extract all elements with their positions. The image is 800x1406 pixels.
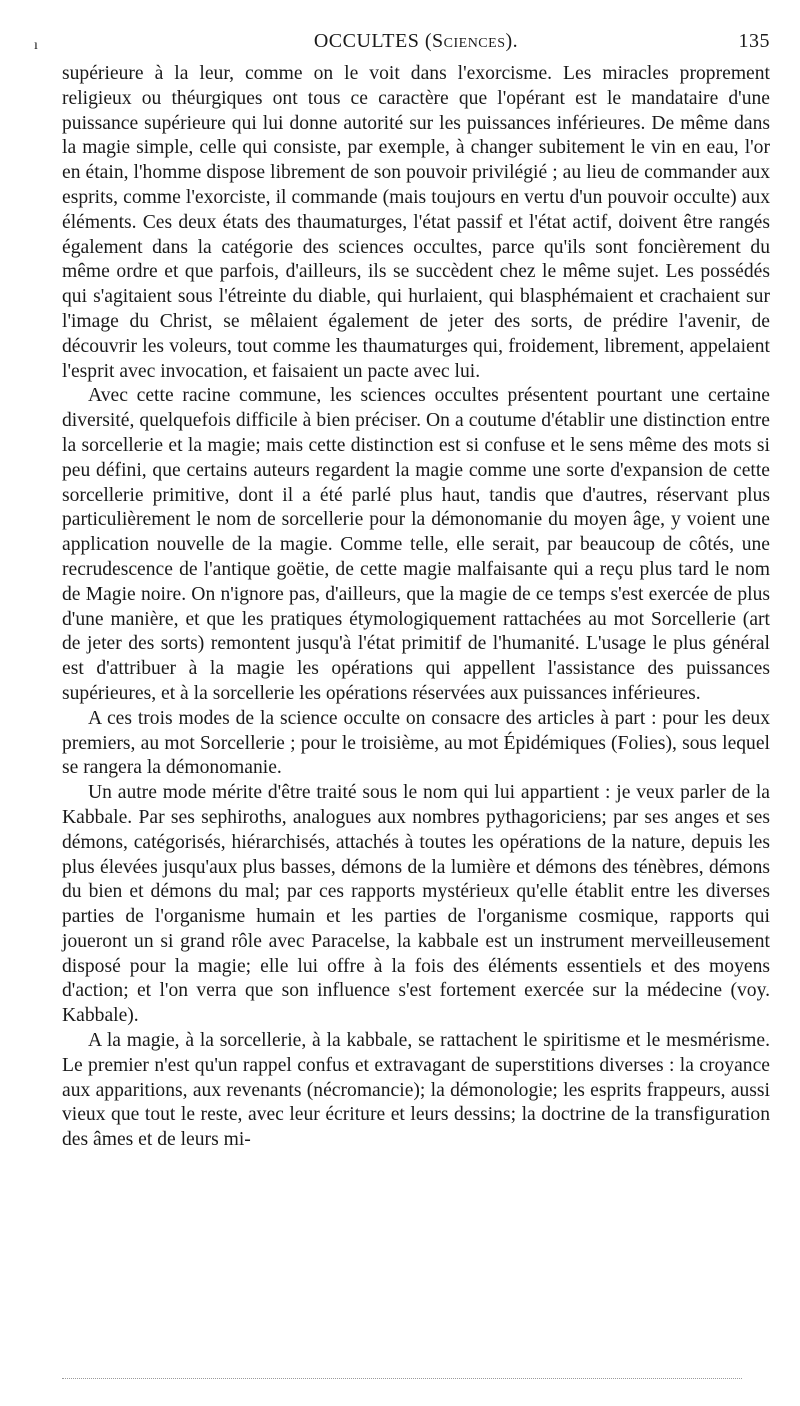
running-header bbox=[34, 28, 770, 62]
paragraph-2: Avec cette racine commune, les sciences occultes présentent pourtant une certaine diversité, quelquefois difficile à bien préciser. On a coutume d'établir une distinction entre la sorcellerie et la magie; mais cette distinction est si confuse et le sens même des mots si peu défini, que certains auteurs regardent la magie comme une sorte d'expansion de cette sorcellerie primitive, dont il a été parlé plus haut, tandis que d'autres, réservant plus particulièrement le nom de sorcellerie pour la démonomanie du moyen âge, y voient une application nouvelle de la magie. Comme telle, elle serait, par beaucoup de côtés, une recrudescence de l'antique goëtie, de cette magie malfaisante qui a reçu plus tard le nom de Magie noire. On n'ignore pas, d'ailleurs, que la magie de ce temps s'est exercée de plus d'une manière, et que les pratiques étymologiquement rattachées au mot Sorcellerie (art de jeter des sorts) remontent jusqu'à l'état primitif de l'humanité. L'usage le plus général est d'attribuer à la magie les opérations qui appellent l'assistance des puissances supérieures, et à la sorcellerie les opérations réservées aux puissances inférieures. bbox=[62, 385, 770, 704]
running-title-smallcaps: Sciences bbox=[432, 30, 506, 52]
paragraph-5: A la magie, à la sorcellerie, à la kabbale, se rattachent le spiritisme et le mesmérisme. Le premier n'est qu'un rappel confus et extravagant de superstitions diverses : la croyance aux apparitions, aux revenants (nécromancie); la démonologie; les esprits frappeurs, aussi vieux que tout le reste, avec leur écriture et leurs dessins; la doctrine de la transfiguration des âmes et de leurs mi- bbox=[62, 1030, 770, 1151]
footer-dotted-rule bbox=[62, 1378, 742, 1379]
running-title-main: OCCULTES ( bbox=[313, 30, 433, 52]
paragraph-1: supérieure à la leur, comme on le voit dans l'exorcisme. Les miracles proprement religieux ou théurgiques ont tous ce caractère que l'opérant est le mandataire d'une puissance supérieure qui lui donne autorité sur les puissances inférieures. De même dans la magie simple, celle qui consiste, par exemple, à changer subitement le vin en eau, l'or en étain, l'homme dispose librement de son pouvoir privilégié ; au lieu de commander aux esprits, comme l'exorciste, il commande (mais toujours en vertu d'un pouvoir occulte) aux éléments. Ces deux états des thaumaturges, l'état passif et l'état actif, doivent être rangés également dans la catégorie des sciences occultes, parce qu'ils sont foncièrement du même ordre et que parfois, d'ailleurs, ils se succèdent chez le même sujet. Les possédés qui s'agitaient sous l'étreinte du diable, qui hurlaient, qui blasphémaient et crachaient sur l'image du Christ, se mêlaient également de jeter des sorts, de prédire l'avenir, de découvrir les voleurs, tout comme les thaumaturges qui, froidement, librement, appelaient l'esprit avec invocation, et faisaient un pacte avec lui. bbox=[62, 63, 770, 382]
document-page bbox=[34, 28, 770, 1153]
running-title bbox=[62, 30, 770, 53]
running-title-end: ). bbox=[505, 30, 519, 52]
paragraph-4: Un autre mode mérite d'être traité sous le nom qui lui appartient : je veux parler de la Kabbale. Par ses sephiroths, analogues aux nombres pythagoriciens; par ses anges et ses démons, catégorisés, hiérarchisés, attachés à toutes les opérations de la nature, depuis les plus élevées jusqu'aux plus basses, démons de la lumière et démons des ténèbres, démons du bien et démons du mal; par ces rapports mystérieux qu'elle établit entre les diverses parties de l'organisme humain et les parties de l'organisme cosmique, rapports qui joueront un si grand rôle avec Paracelse, la kabbale est un instrument merveilleusement disposé pour la magie; elle lui offre à la fois des éléments essentiels et des moyens d'action; et l'on verra que son influence s'est fortement exercée sur la médecine (voy. Kabbale). bbox=[62, 782, 770, 1027]
paragraph-3: A ces trois modes de la science occulte on consacre des articles à part : pour les deux premiers, au mot Sorcellerie ; pour le troisième, au mot Épidémiques (Folies), sous lequel se rangera la démonomanie. bbox=[62, 707, 770, 779]
body-text bbox=[62, 62, 770, 1153]
margin-mark: ı bbox=[34, 38, 39, 53]
page-number: 135 bbox=[738, 30, 770, 52]
